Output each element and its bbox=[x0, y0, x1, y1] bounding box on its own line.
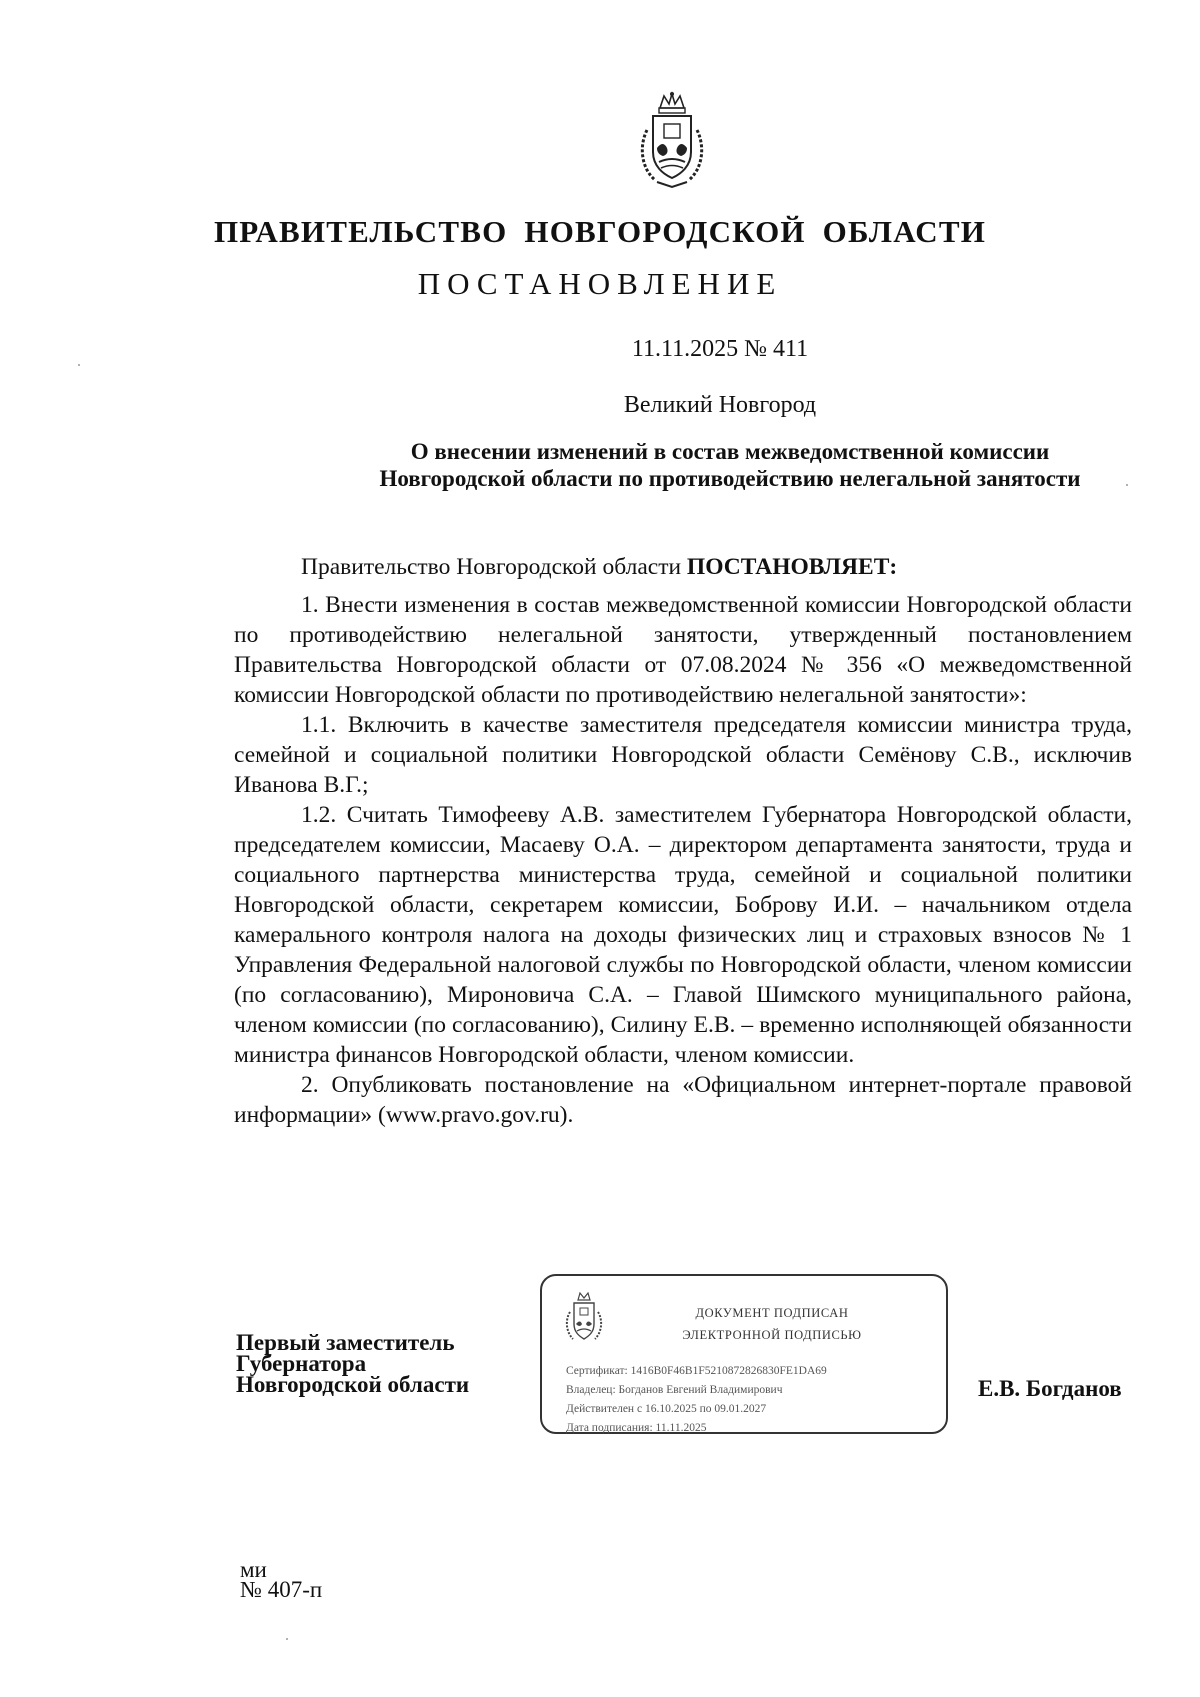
stamp-details bbox=[566, 1362, 827, 1438]
stamp-sign-date: Дата подписания: 11.11.2025 bbox=[566, 1422, 707, 1434]
paragraph-2: 2. Опубликовать постановление на «Официальном интернет-портале правовой информации» (www.pravo.gov.ru). bbox=[234, 1072, 1132, 1128]
signatory-name: Е.В. Богданов bbox=[978, 1376, 1122, 1401]
document-type: ПОСТАНОВЛЕНИЕ bbox=[417, 266, 783, 301]
signatory-position bbox=[236, 1332, 469, 1395]
stamp-title-line: ЭЛЕКТРОННОЙ ПОДПИСЬЮ bbox=[682, 1328, 862, 1342]
scan-speck bbox=[78, 364, 80, 366]
paragraph-1-1: 1.1. Включить в качестве заместителя председателя комиссии министра труда, семейной и социальной политики Новгородской области Семёнову С.В., исключив Иванова В.Г.; bbox=[234, 712, 1132, 798]
scan-speck bbox=[286, 1638, 288, 1640]
lead-bold: ПОСТАНОВЛЯЕТ: bbox=[686, 554, 898, 580]
resolution-lead bbox=[234, 552, 1132, 582]
electronic-signature-stamp bbox=[540, 1274, 948, 1434]
position-line: Первый заместитель bbox=[236, 1330, 455, 1355]
executor-initials: ми bbox=[240, 1557, 267, 1582]
paragraph-1: 1. Внести изменения в состав межведомственной комиссии Новгородской области по противодействию нелегальной занятости, утвержденный постановлением Правительства Новгородской области от 07.08.2024 № 356 «О межведомственной комиссии Новгородской области по противодействию нелегальной занятости»: bbox=[234, 592, 1132, 708]
subject-line: Новгородской области по противодействию нелегальной занятости bbox=[379, 466, 1081, 491]
position-line: Новгородской области bbox=[236, 1372, 470, 1397]
document-body bbox=[234, 552, 1132, 1130]
document-date-number: 11.11.2025 № 411 bbox=[631, 336, 809, 362]
document-subject bbox=[130, 438, 1200, 492]
subject-line: О внесении изменений в состав межведомственной комиссии bbox=[410, 439, 1050, 464]
government-title: ПРАВИТЕЛЬСТВО НОВГОРОДСКОЙ ОБЛАСТИ bbox=[213, 214, 987, 249]
position-line: Губернатора bbox=[236, 1351, 367, 1376]
stamp-owner: Владелец: Богданов Евгений Владимирович bbox=[566, 1384, 783, 1396]
stamp-title bbox=[652, 1302, 892, 1346]
stamp-certificate: Сертификат: 1416B0F46B1F5210872826830FE1DA69 bbox=[566, 1365, 827, 1377]
stamp-validity: Действителен с 16.10.2025 по 09.01.2027 bbox=[566, 1403, 767, 1415]
coat-of-arms-icon bbox=[633, 90, 711, 190]
stamp-title-line: ДОКУМЕНТ ПОДПИСАН bbox=[695, 1306, 849, 1320]
document-footer bbox=[240, 1557, 323, 1602]
paragraph-1-2: 1.2. Считать Тимофееву А.В. заместителем Губернатора Новгородской области, председателем комиссии, Масаеву О.А. – директором департамента занятости, труда и социального партнерства министерства труда, семейной и социальной политики Новгородской области, секретарем комиссии, Боброву И.И. – начальником отдела камерального контроля налога на доходы физических лиц и страховых взносов № 1 Управления Федеральной налоговой службы по Новгородской области, членом комиссии (по согласованию), Мироновича С.А. – Главой Шимского муниципального района, членом комиссии (по согласованию), Силину Е.В. – временно исполняющей обязанности министра финансов Новгородской области, членом комиссии. bbox=[234, 802, 1132, 1068]
coat-of-arms-icon bbox=[562, 1290, 606, 1346]
lead-text: Правительство Новгородской области bbox=[301, 554, 687, 580]
internal-number: № 407-п bbox=[240, 1577, 323, 1602]
document-city: Великий Новгород bbox=[623, 392, 817, 418]
scan-speck bbox=[1126, 484, 1128, 486]
